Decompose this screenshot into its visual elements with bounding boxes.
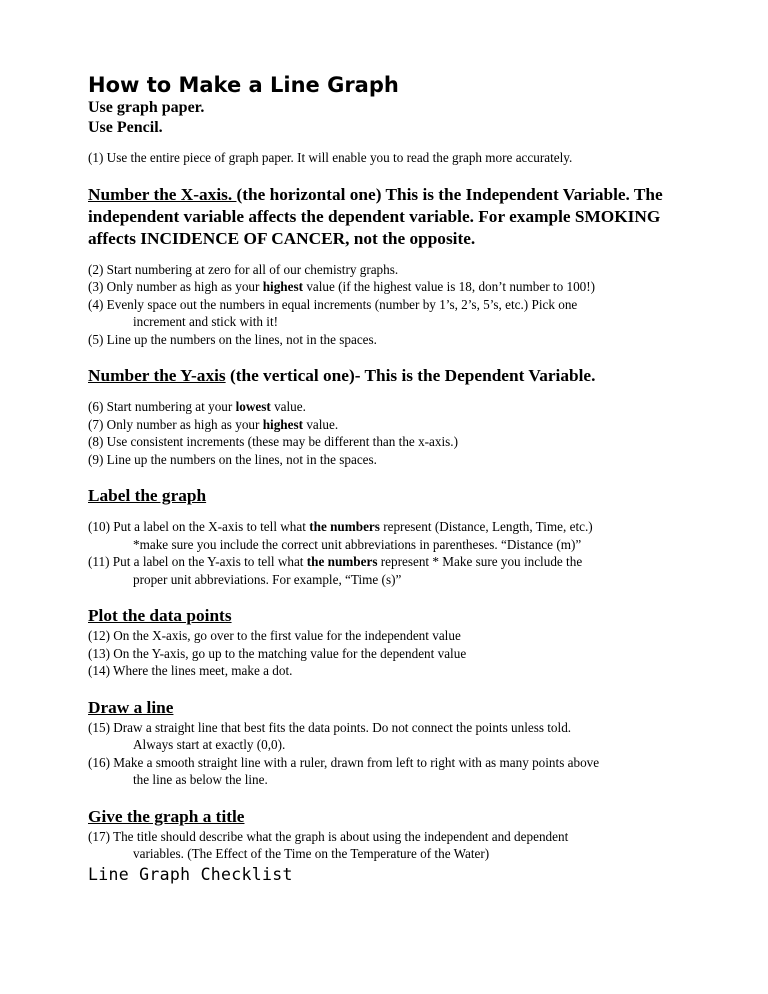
step-2: (2) Start numbering at zero for all of our chemistry graphs. (88, 261, 399, 277)
step-4: (4) Evenly space out the numbers in equal increments (number by 1’s, 2’s, 5’s, etc.) Pick one (88, 296, 578, 312)
step-3 (88, 278, 688, 296)
step-12: (12) On the X-axis, go over to the first value for the independent value (88, 628, 461, 643)
step-13: (13) On the Y-axis, go up to the matching value for the dependent value (88, 645, 467, 661)
section-y-heading (88, 365, 688, 387)
section-label-heading (88, 485, 688, 507)
step-6-bold: lowest (235, 399, 271, 414)
step-10 (88, 518, 688, 536)
step-6-a: (6) Start numbering at your (88, 399, 236, 414)
step-9: (9) Line up the numbers on the lines, not in the spaces. (88, 451, 377, 467)
step-15-continued: Always start at exactly (0,0). (133, 737, 286, 752)
section-y-heading-underlined: Number the Y-axis (88, 366, 226, 385)
section-x-heading-rest: (the horizontal one) This is the Independent Variable. The independent variable affects the dependent variable. For example SMOKING affects INCIDENCE OF CANCER, not the opposite. (88, 184, 663, 248)
section-x-heading (88, 184, 688, 250)
section-title-heading (88, 806, 688, 828)
section-label-heading-underlined: Label the graph (88, 486, 207, 505)
step-16: (16) Make a smooth straight line with a ruler, drawn from left to right with as many points above (88, 754, 600, 770)
section-line-heading (88, 697, 688, 719)
step-11 (88, 553, 688, 571)
step-15: (15) Draw a straight line that best fits the data points. Do not connect the points unless told. (88, 719, 572, 735)
step-17-continued: variables. (The Effect of the Time on the Temperature of the Water) (133, 846, 490, 861)
page-title: How to Make a Line Graph (88, 73, 399, 97)
step-17: (17) The title should describe what the graph is about using the independent and dependent (88, 828, 569, 844)
step-11-a: (11) Put a label on the Y-axis to tell what (88, 554, 307, 569)
section-plot-heading-underlined: Plot the data points (88, 606, 232, 625)
step-5: (5) Line up the numbers on the lines, not in the spaces. (88, 331, 377, 347)
subtitle-graph-paper: Use graph paper. (88, 99, 205, 116)
checklist-heading: Line Graph Checklist (88, 864, 293, 884)
step-10-a: (10) Put a label on the X-axis to tell what (88, 519, 310, 534)
step-11-c: represent * Make sure you include the (377, 554, 583, 569)
step-8: (8) Use consistent increments (these may be different than the x-axis.) (88, 434, 458, 449)
step-7 (88, 416, 688, 434)
step-11-bold: the numbers (306, 554, 378, 569)
step-4-continued: increment and stick with it! (133, 314, 279, 329)
section-x-heading-underlined: Number the X-axis. (88, 184, 237, 204)
step-14: (14) Where the lines meet, make a dot. (88, 663, 293, 678)
step-7-bold: highest (262, 416, 304, 432)
subtitle-pencil: Use Pencil. (88, 119, 163, 136)
step-6-c: value. (270, 399, 306, 414)
section-line-heading-underlined: Draw a line (88, 697, 174, 717)
step-3-bold: highest (262, 279, 304, 294)
step-7-c: value. (303, 416, 339, 432)
step-6 (88, 398, 688, 416)
intro-step: (1) Use the entire piece of graph paper. It will enable you to read the graph more accurately. (88, 150, 573, 165)
step-10-bold: the numbers (309, 519, 380, 534)
step-16-continued: the line as below the line. (133, 772, 268, 787)
section-title-heading-underlined: Give the graph a title (88, 806, 245, 826)
step-11-continued: proper unit abbreviations. For example, “Time (s)” (133, 571, 402, 587)
step-10-c: represent (Distance, Length, Time, etc.) (379, 519, 593, 534)
section-y-heading-rest: (the vertical one)- This is the Dependent Variable. (225, 366, 596, 385)
step-10-continued: *make sure you include the correct unit abbreviations in parentheses. “Distance (m)” (133, 536, 582, 552)
step-3-c: value (if the highest value is 18, don’t number to 100!) (303, 279, 596, 294)
step-7-a: (7) Only number as high as your (88, 416, 263, 432)
step-3-a: (3) Only number as high as your (88, 279, 263, 294)
section-plot-heading (88, 605, 688, 627)
